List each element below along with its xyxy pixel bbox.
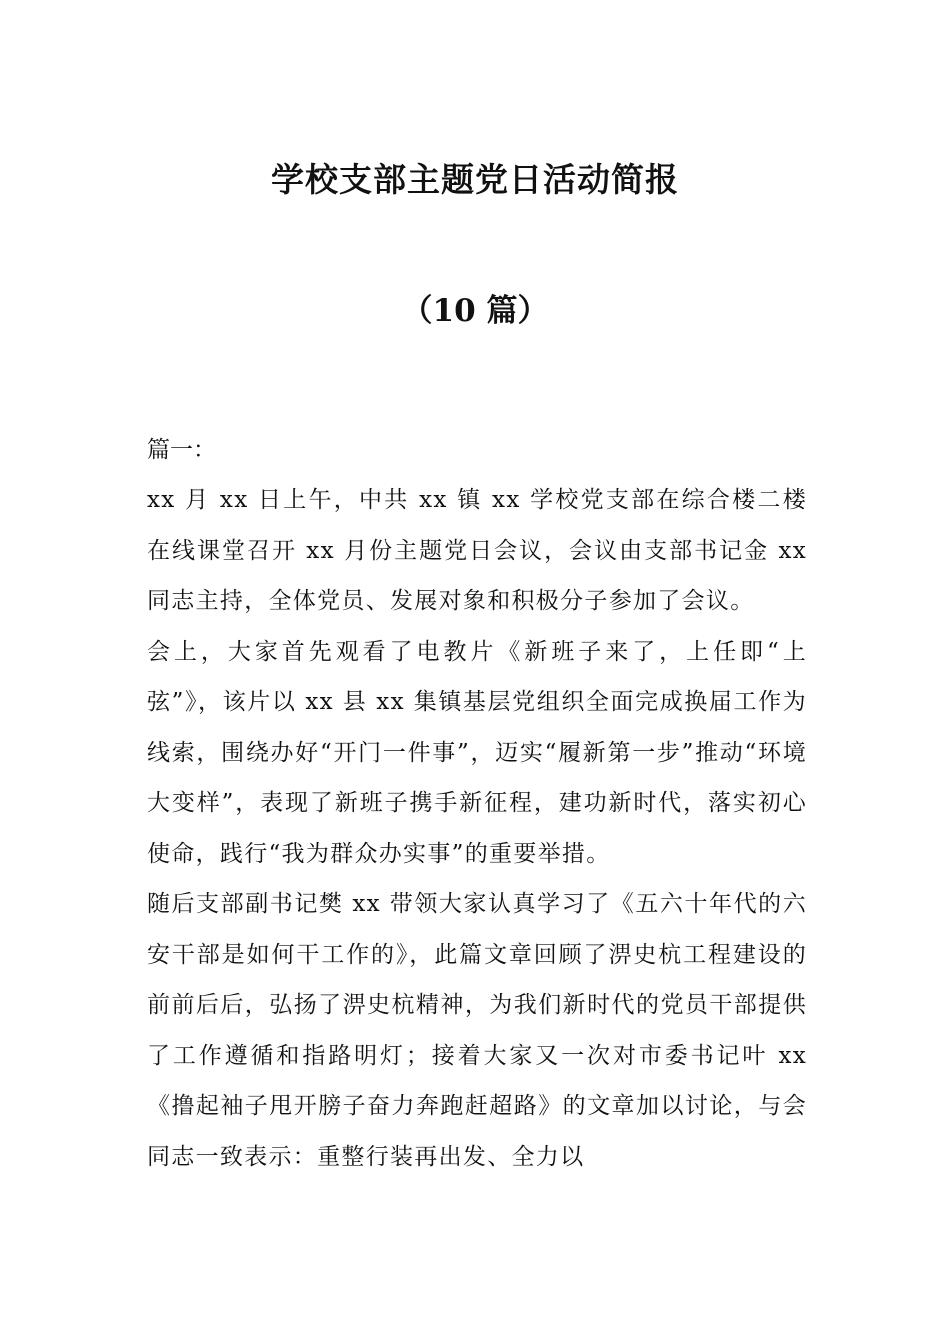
section-heading: 篇一： <box>147 437 216 463</box>
paragraph-2: 会上，大家首先观看了电教片《新班子来了，上任即“上弦”》，该片以 xx 县 xx 集镇基层党组织全面完成换届工作为线索，围绕办好“开门一件事”，迈实“履新第一步”推动“环境大变样”，表现了新班子携手新征程，建功新时代，落实初心使命，践行“我为群众办实事”的重要举措。 <box>147 638 807 867</box>
document-subtitle: （10 篇） <box>401 293 549 329</box>
document-title: 学校支部主题党日活动简报 <box>271 160 679 199</box>
document-body <box>147 425 807 1182</box>
paragraph-3: 随后支部副书记樊 xx 带领大家认真学习了《五六十年代的六安干部是如何干工作的》，此篇文章回顾了淠史杭工程建设的前前后后，弘扬了淠史杭精神，为我们新时代的党员干部提供了工作遵循和指路明灯；接着大家又一次对市委书记叶 xx《撸起袖子甩开膀子奋力奔跑赶超路》的文章加以讨论，与会同志一致表示：重整行装再出发、全力以 <box>147 891 807 1170</box>
paragraph-1: xx 月 xx 日上午，中共 xx 镇 xx 学校党支部在综合楼二楼在线课堂召开 xx 月份主题党日会议，会议由支部书记金 xx 同志主持，全体党员、发展对象和积极分子参加了会议。 <box>147 487 807 614</box>
